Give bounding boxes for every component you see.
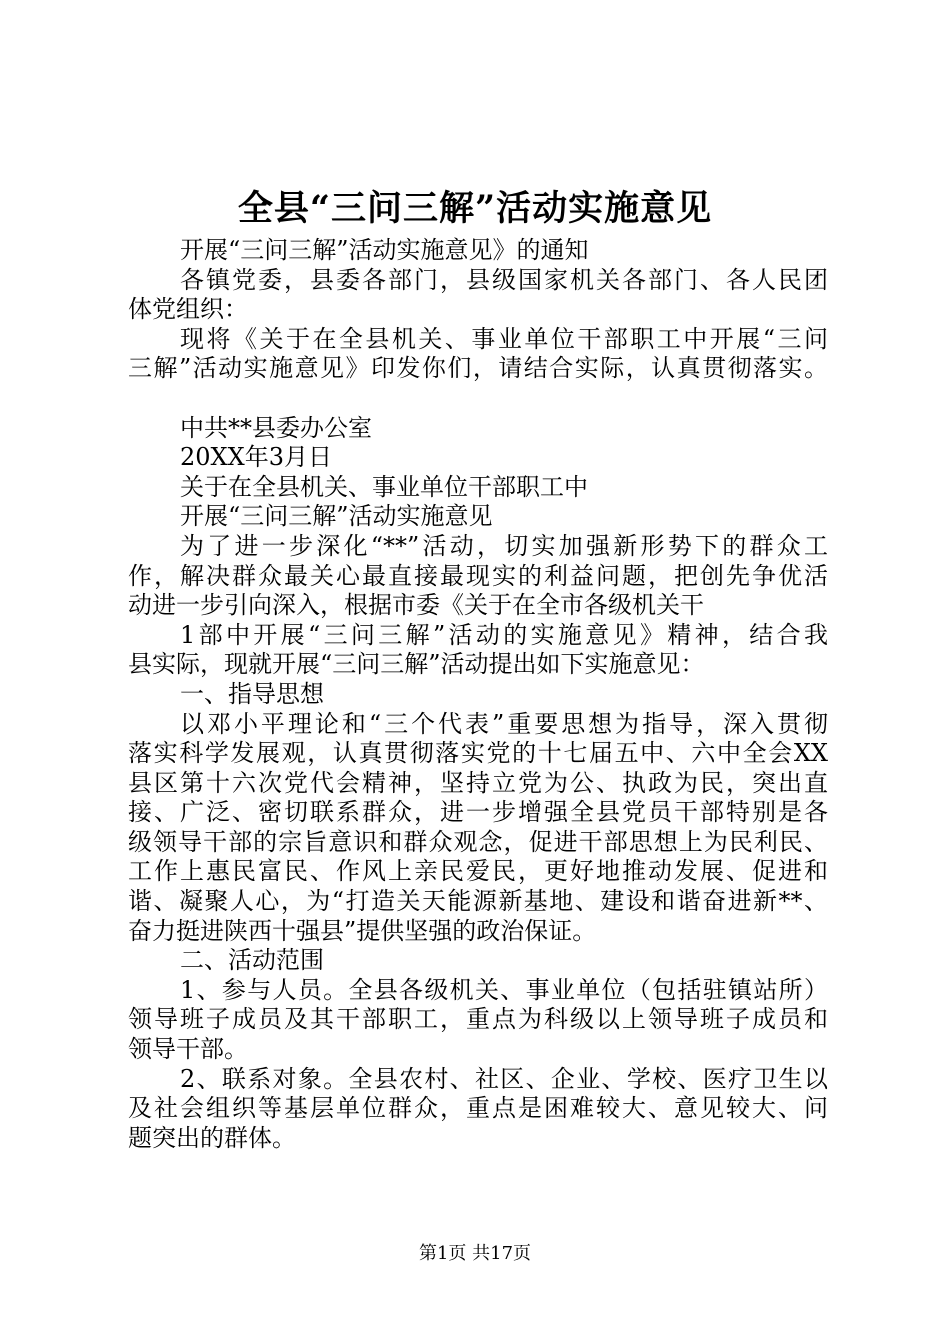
- document-body: [128, 236, 828, 1153]
- text-line: 1部中开展“三问三解”活动的实施意见》精神，结合我: [180, 620, 828, 649]
- text-line: 为了进一步深化“**”活动，切实加强新形势下的群众工: [180, 531, 828, 560]
- text-line: 领导班子成员及其干部职工，重点为科级以上领导班子成员和: [128, 1005, 828, 1034]
- text-line: 现将《关于在全县机关、事业单位干部职工中开展“三问: [180, 324, 828, 353]
- text-line: 20XX年3月日: [180, 443, 332, 472]
- text-line: 动进一步引向深入，根据市委《关于在全市各级机关干: [128, 591, 704, 620]
- text-line: 作，解决群众最关心最直接最现实的利益问题，把创先争优活: [128, 561, 828, 590]
- text-line: 级领导干部的宗旨意识和群众观念，促进干部思想上为民利民、: [128, 827, 828, 856]
- text-line: 奋力挺进陕西十强县”提供坚强的政治保证。: [128, 916, 597, 945]
- text-line: 谐、凝聚人心，为“打造关天能源新基地、建设和谐奋进新**、: [128, 887, 828, 916]
- document-title: 全县“三问三解”活动实施意见: [237, 188, 713, 229]
- text-line: 题突出的群体。: [128, 1123, 296, 1152]
- text-line: 工作上惠民富民、作风上亲民爱民，更好地推动发展、促进和: [128, 857, 828, 886]
- text-line: 2、联系对象。全县农村、社区、企业、学校、医疗卫生以: [180, 1064, 828, 1093]
- text-line: 落实科学发展观，认真贯彻落实党的十七届五中、六中全会XX: [128, 739, 828, 768]
- text-line: 以邓小平理论和“三个代表”重要思想为指导，深入贯彻: [180, 709, 828, 738]
- page-number-footer: 第1页 共17页: [418, 1243, 532, 1264]
- text-line: 中共**县委办公室: [180, 413, 372, 442]
- text-line: 领导干部。: [128, 1035, 248, 1064]
- text-line: 开展“三问三解”活动实施意见: [180, 502, 493, 531]
- text-line: 各镇党委，县委各部门，县级国家机关各部门、各人民团: [180, 265, 828, 294]
- text-line: 1、参与人员。全县各级机关、事业单位（包括驻镇站所）: [180, 975, 828, 1004]
- text-line: 三解”活动实施意见》印发你们，请结合实际，认真贯彻落实。: [128, 354, 828, 383]
- text-line: 县实际，现就开展“三问三解”活动提出如下实施意见：: [128, 650, 705, 679]
- text-line: 关于在全县机关、事业单位干部职工中: [180, 472, 588, 501]
- text-line: 体党组织：: [128, 295, 248, 324]
- section-heading: 一、指导思想: [180, 679, 324, 708]
- blank-line: [128, 384, 828, 414]
- text-line: 县区第十六次党代会精神，坚持立党为公、执政为民，突出直: [128, 768, 828, 797]
- text-line: 开展“三问三解”活动实施意见》的通知: [180, 236, 589, 264]
- text-line: 接、广泛、密切联系群众，进一步增强全县党员干部特别是各: [128, 798, 828, 827]
- text-line: 及社会组织等基层单位群众，重点是困难较大、意见较大、问: [128, 1094, 828, 1123]
- section-heading: 二、活动范围: [180, 946, 324, 975]
